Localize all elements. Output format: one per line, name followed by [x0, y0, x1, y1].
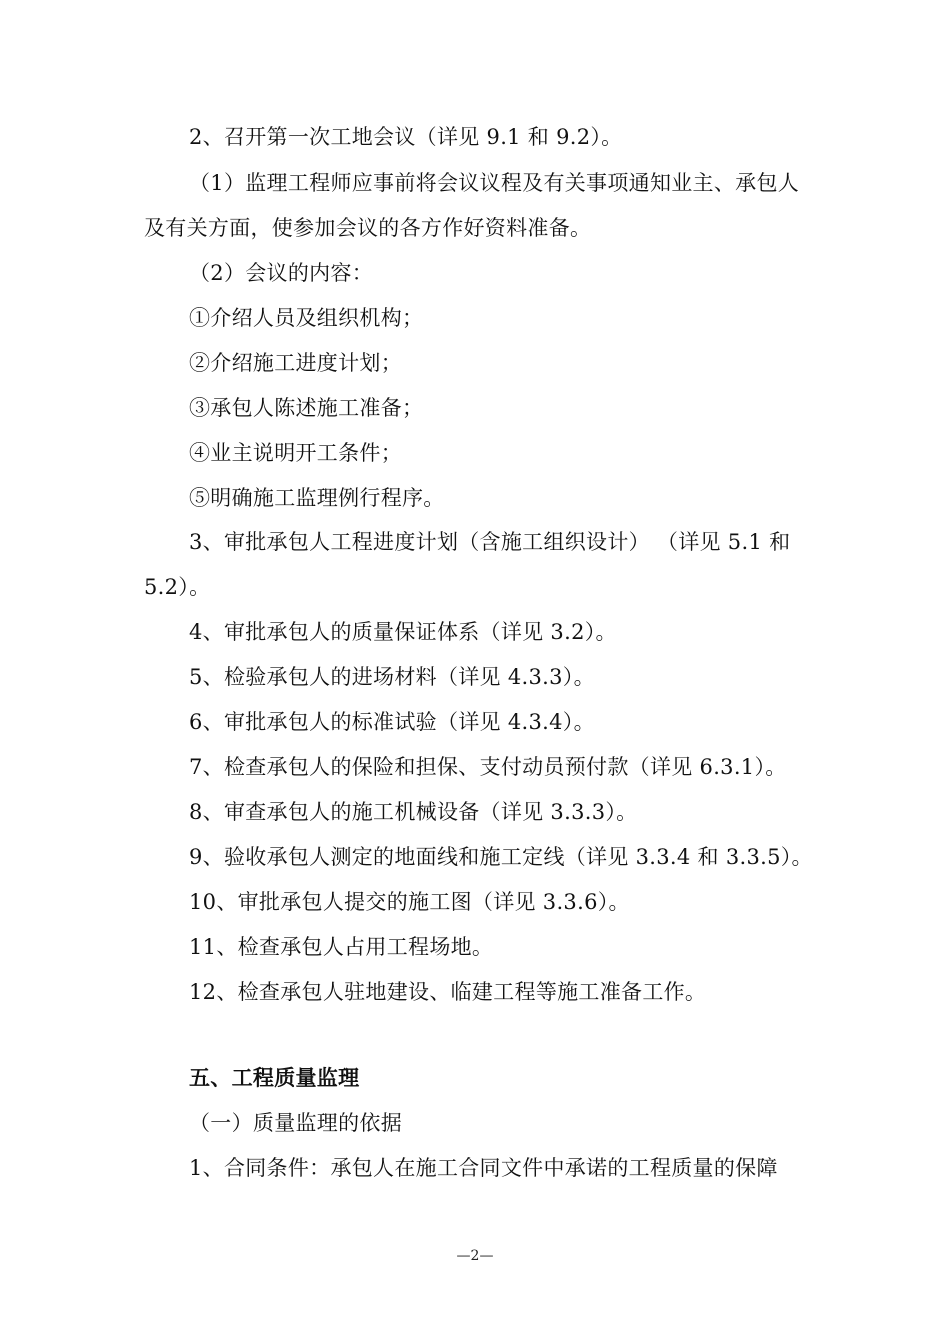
list-item-circled-5: ⑤明确施工监理例行程序。	[189, 486, 445, 510]
item-4-quality-system: 4、审批承包人的质量保证体系（详见 3.2）。	[189, 620, 617, 644]
paragraph-1-notice-line-1: （1）监理工程师应事前将会议议程及有关事项通知业主、承包人	[189, 171, 800, 195]
item-12-site-preparation: 12、检查承包人驻地建设、临建工程等施工准备工作。	[189, 980, 707, 1004]
item-2-first-site-meeting: 2、召开第一次工地会议（详见 9.1 和 9.2）。	[189, 125, 623, 149]
list-item-circled-4: ④业主说明开工条件；	[189, 441, 402, 465]
item-3-progress-plan-line-2: 5.2）。	[144, 575, 211, 599]
item-6-standard-tests: 6、审批承包人的标准试验（详见 4.3.4）。	[189, 710, 595, 734]
item-3-progress-plan-line-1: 3、审批承包人工程进度计划（含施工组织设计） （详见 5.1 和	[189, 530, 791, 554]
item-5-materials: 5、检验承包人的进场材料（详见 4.3.3）。	[189, 665, 595, 689]
item-8-machinery: 8、审查承包人的施工机械设备（详见 3.3.3）。	[189, 800, 638, 824]
item-7-insurance: 7、检查承包人的保险和担保、支付动员预付款（详见 6.3.1）。	[189, 755, 787, 779]
item-10-drawings: 10、审批承包人提交的施工图（详见 3.3.6）。	[189, 890, 630, 914]
item-9-survey-lines: 9、验收承包人测定的地面线和施工定线（详见 3.3.4 和 3.3.5）。	[189, 845, 813, 869]
paragraph-1-notice-line-2: 及有关方面，使参加会议的各方作好资料准备。	[144, 216, 592, 240]
section-heading-quality-supervision: 五、工程质量监理	[189, 1065, 360, 1090]
item-1-contract-conditions: 1、合同条件：承包人在施工合同文件中承诺的工程质量的保障	[189, 1156, 778, 1180]
subsection-heading-basis: （一）质量监理的依据	[189, 1111, 402, 1135]
list-item-circled-3: ③承包人陈述施工准备；	[189, 396, 424, 420]
page-number: —2—	[456, 1248, 494, 1264]
list-item-circled-1: ①介绍人员及组织机构；	[189, 306, 424, 330]
list-item-circled-2: ②介绍施工进度计划；	[189, 351, 402, 375]
item-11-site-occupation: 11、检查承包人占用工程场地。	[189, 935, 494, 959]
paragraph-2-meeting-content: （2）会议的内容：	[189, 261, 374, 285]
